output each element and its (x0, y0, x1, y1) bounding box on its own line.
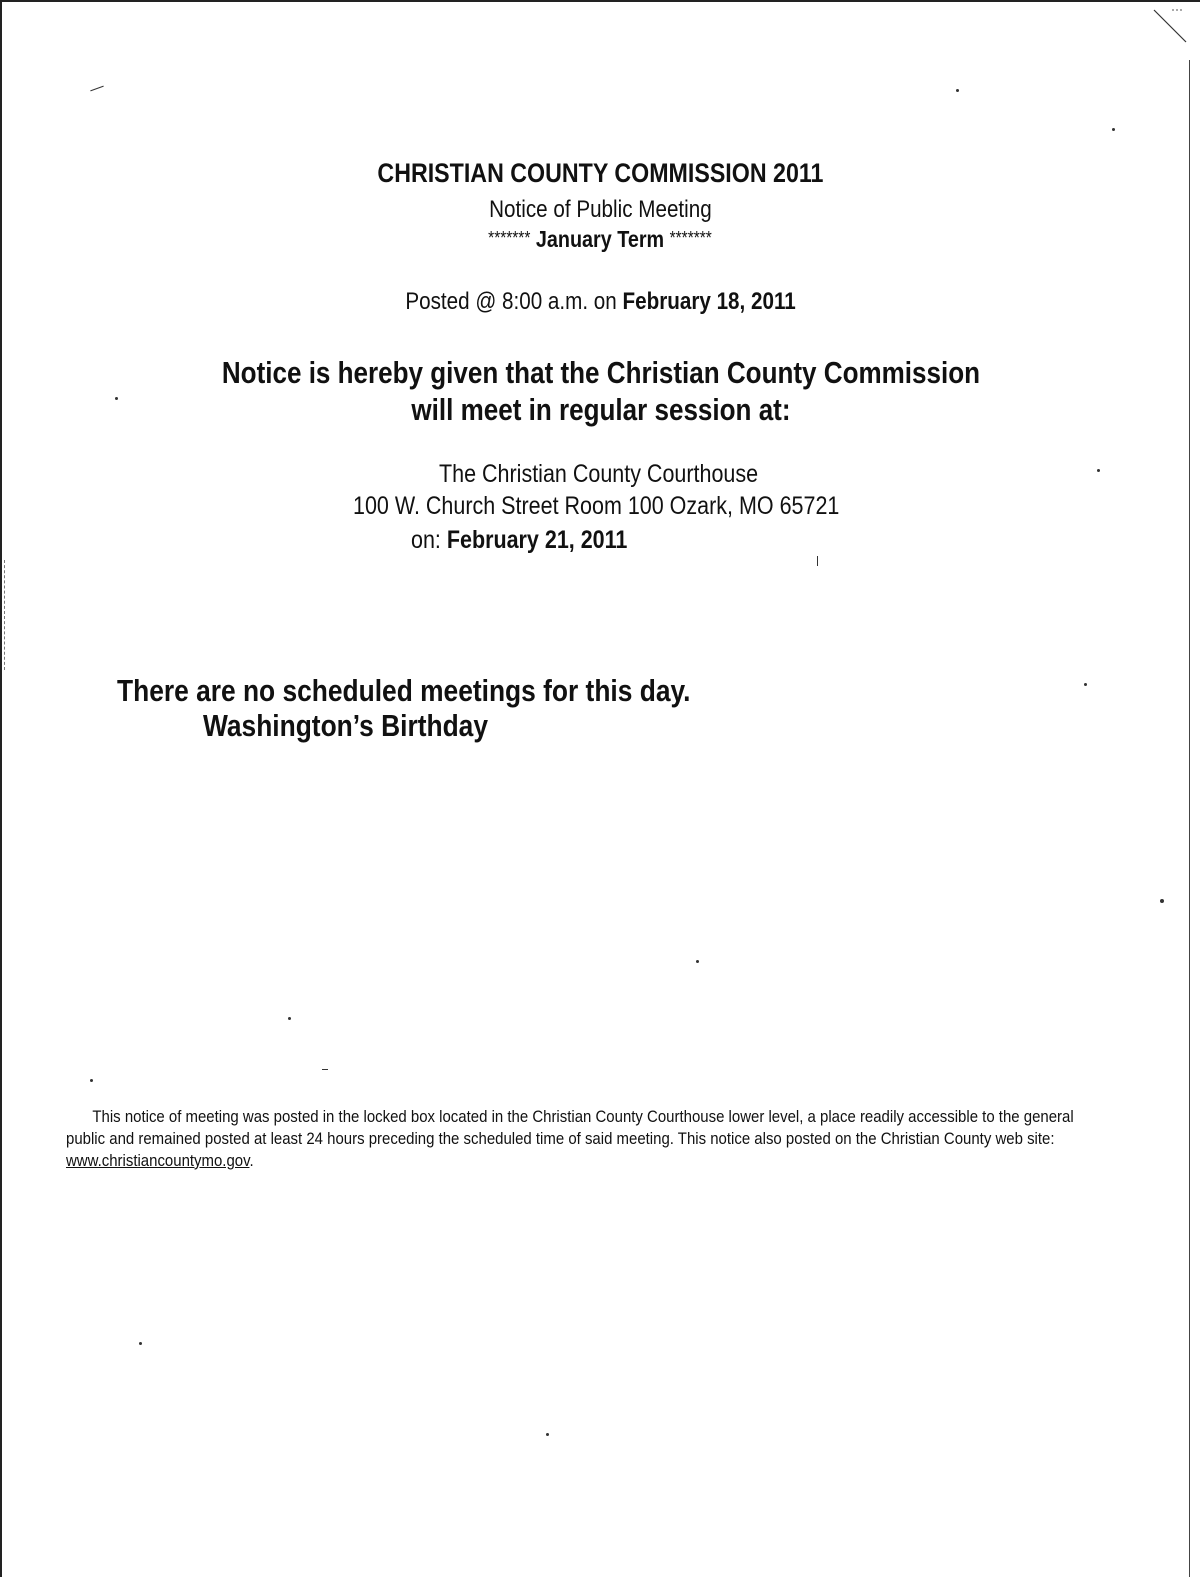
scan-speck (322, 1069, 328, 1070)
location-building: The Christian County Courthouse (439, 460, 759, 488)
document-subtitle: Notice of Public Meeting (489, 196, 712, 223)
footnote-line-2: public and remained posted at least 24 hours preceding the scheduled time of said meeting. This notice also posted on the Christian County web site: (66, 1129, 1055, 1148)
footnote-line-1: This notice of meeting was posted in the locked box located in the Christian County Courthouse lower level, a place readily accessible to the general (92, 1107, 1074, 1126)
corner-scan-mark (1148, 8, 1188, 44)
on-label: on: (411, 526, 441, 554)
term-label: January Term (535, 226, 665, 252)
notice-line-2: will meet in regular session at: (411, 392, 791, 427)
scan-speck (546, 1433, 549, 1436)
no-meetings-statement: There are no scheduled meetings for this day. (117, 673, 691, 708)
scan-speck (817, 556, 818, 566)
footnote-line-3 (66, 1150, 1113, 1172)
posted-line (85, 288, 1117, 316)
scan-speck (1084, 683, 1087, 686)
holiday-name: Washington’s Birthday (203, 708, 488, 743)
term-stars-left: ******* (488, 228, 531, 248)
term-line (84, 226, 1116, 253)
notice-statement (97, 354, 1105, 428)
scan-speck (1160, 899, 1164, 903)
scan-speck (1112, 128, 1115, 131)
scan-speck (956, 89, 959, 92)
page-edge-top (0, 0, 1200, 2)
posted-date: February 18, 2011 (622, 288, 796, 315)
page-edge-left (0, 0, 2, 1577)
website-link[interactable]: www.christiancountymo.gov (66, 1151, 250, 1170)
meeting-date: February 21, 2011 (446, 526, 628, 554)
scan-speck (139, 1342, 142, 1345)
notice-line-1: Notice is hereby given that the Christian County Commission (221, 355, 981, 390)
scan-speck (90, 1079, 93, 1082)
meeting-date-line (411, 526, 627, 555)
scan-speck (90, 86, 103, 92)
location-address: 100 W. Church Street Room 100 Ozark, MO 65721 (353, 492, 840, 520)
term-stars-right: ******* (669, 228, 712, 248)
document-title: CHRISTIAN COUNTY COMMISSION 2011 (377, 158, 824, 188)
scan-speck (1097, 469, 1100, 472)
page-edge-right (1189, 60, 1190, 1577)
posting-footnote (66, 1106, 1113, 1172)
scan-speck (288, 1017, 291, 1020)
page-edge-marks (4, 560, 6, 670)
website-suffix: . (249, 1151, 254, 1170)
scan-speck (696, 960, 699, 963)
posted-prefix: Posted @ 8:00 a.m. on (405, 288, 617, 315)
